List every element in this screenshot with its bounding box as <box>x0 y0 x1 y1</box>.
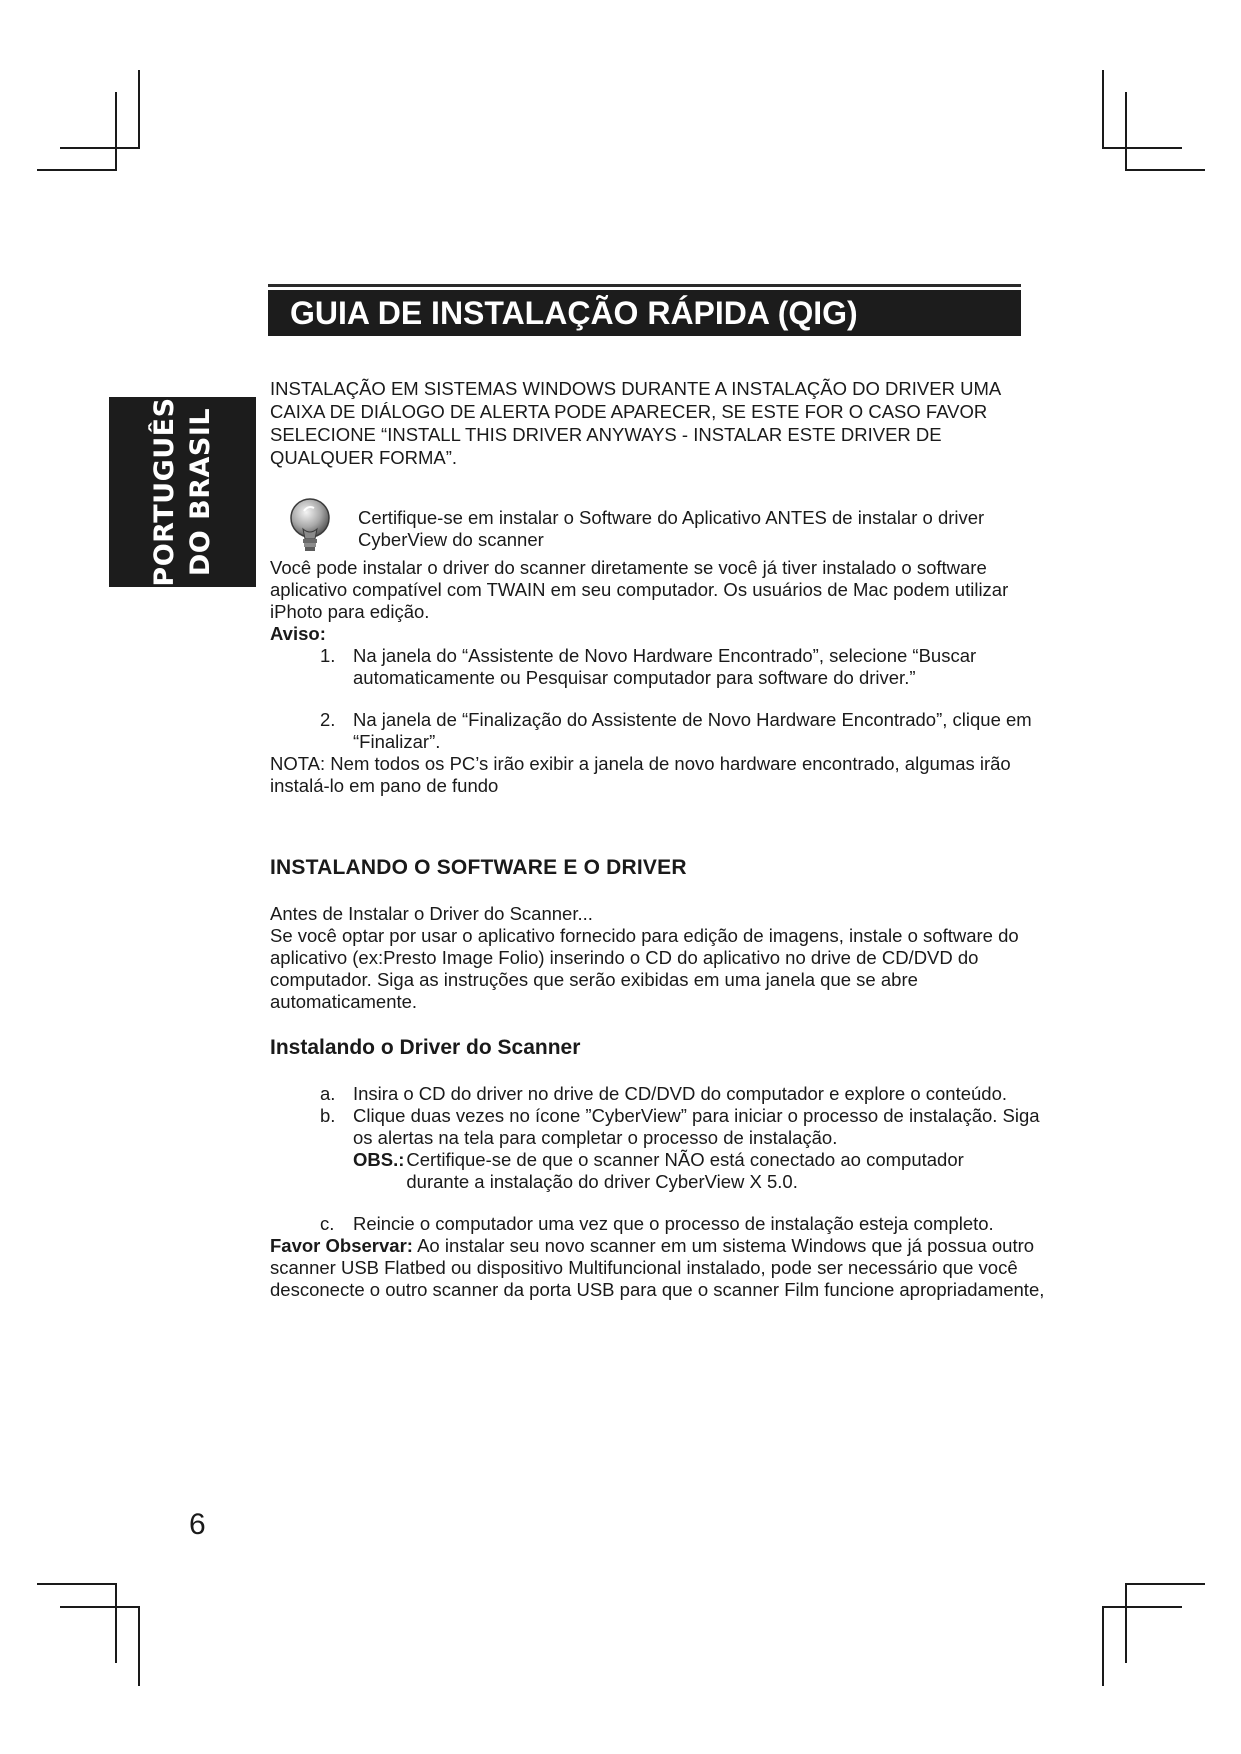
nota-paragraph: NOTA: Nem todos os PC’s irão exibir a janela de novo hardware encontrado, algumas irão instalá-lo em pano de fundo <box>270 753 1011 796</box>
aviso-item-text: Na janela de “Finalização do Assistente de Novo Hardware Encontrado”, clique em “Finalizar”. <box>353 709 1032 752</box>
crop-mark <box>60 1606 140 1608</box>
obs-note <box>353 1149 1043 1193</box>
install-step-letter: a. <box>320 1083 336 1104</box>
tip-box <box>270 495 1050 557</box>
crop-mark <box>138 1606 140 1686</box>
title-rule <box>268 284 1021 287</box>
intro-caps-paragraph: INSTALAÇÃO EM SISTEMAS WINDOWS DURANTE A INSTALAÇÃO DO DRIVER UMA CAIXA DE DIÁLOGO DE ALERTA PODE APARECER, SE ESTE FOR O CASO FAVOR SELECIONE “INSTALL THIS DRIVER ANYWAYS - INSTALAR ESTE DRIVER DE QUALQUER FORMA”. <box>270 378 1001 468</box>
obs-text: Certifique-se de que o scanner NÃO está conectado ao computador durante a instalação do driver CyberView X 5.0. <box>406 1149 964 1192</box>
aviso-item-number: 2. <box>320 709 336 730</box>
install-step-letter: b. <box>320 1105 336 1126</box>
twain-paragraph: Você pode instalar o driver do scanner diretamente se você já tiver instalado o software aplicativo compatível com TWAIN em seu computador. Os usuários de Mac podem utilizar iPhoto para edição. <box>270 557 1009 622</box>
install-step <box>320 1213 1050 1235</box>
aviso-item-text: Na janela do “Assistente de Novo Hardware Encontrado”, selecione “Buscar automaticamente ou Pesquisar computador para software do driver.” <box>353 645 977 688</box>
install-step <box>320 1105 1050 1193</box>
crop-mark <box>37 1583 117 1585</box>
observe-label: Favor Observar: <box>270 1235 413 1256</box>
install-step-text: Clique duas vezes no ícone ”CyberView” para iniciar o processo de instalação. Siga os alertas na tela para completar o processo de instalação. <box>353 1105 1040 1148</box>
install-step <box>320 1083 1050 1105</box>
subsection-heading: Instalando o Driver do Scanner <box>270 1036 581 1059</box>
aviso-item <box>320 709 1050 753</box>
page-title: GUIA DE INSTALAÇÃO RÁPIDA (QIG) <box>268 290 1021 336</box>
observe-paragraph <box>270 1235 1050 1301</box>
obs-label: OBS.: <box>353 1149 405 1170</box>
install-step-text: Insira o CD do driver no drive de CD/DVD do computador e explore o conteúdo. <box>353 1083 1008 1104</box>
language-tab <box>109 397 256 587</box>
crop-mark <box>138 70 140 148</box>
crop-mark <box>1125 169 1205 171</box>
language-tab-line2: DO BRASIL <box>184 407 216 577</box>
crop-mark <box>1102 1606 1104 1686</box>
aviso-item <box>320 645 1050 689</box>
crop-mark <box>115 1583 117 1663</box>
lightbulb-icon <box>284 495 336 557</box>
before-install-text: Antes de Instalar o Driver do Scanner... <box>270 903 593 924</box>
crop-mark <box>1125 1583 1127 1663</box>
language-tab-line1: PORTUGUÊS <box>148 397 180 587</box>
aviso-item-number: 1. <box>320 645 336 666</box>
software-paragraph: Se você optar por usar o aplicativo fornecido para edição de imagens, instale o software do aplicativo (ex:Presto Image Folio) inserindo o CD do aplicativo no drive de CD/DVD do computador. Siga as instruções que serão exibidas em uma janela que se abre automaticamente. <box>270 925 1019 1012</box>
crop-mark <box>60 147 140 149</box>
crop-mark <box>1102 1606 1182 1608</box>
tip-text: Certifique-se em instalar o Software do Aplicativo ANTES de instalar o driver CyberView do scanner <box>358 507 985 550</box>
crop-mark <box>1125 1583 1205 1585</box>
main-content <box>270 377 1050 1301</box>
section-heading: INSTALANDO O SOFTWARE E O DRIVER <box>270 856 687 879</box>
crop-mark <box>1125 92 1127 170</box>
crop-mark <box>1102 147 1182 149</box>
aviso-label: Aviso: <box>270 623 326 644</box>
install-step-text: Reincie o computador uma vez que o processo de instalação esteja completo. <box>353 1213 994 1234</box>
crop-mark <box>115 92 117 170</box>
crop-mark <box>37 169 117 171</box>
install-step-letter: c. <box>320 1213 335 1234</box>
crop-mark <box>1102 70 1104 148</box>
page-number: 6 <box>189 1508 206 1541</box>
observe-text: Ao instalar seu novo scanner em um sistema Windows que já possua outro scanner USB Flatbed ou dispositivo Multifuncional instalado, pode ser necessário que você desconecte o outro scanner da porta USB para que o scanner Film funcione apropriadamente, <box>270 1235 1045 1300</box>
